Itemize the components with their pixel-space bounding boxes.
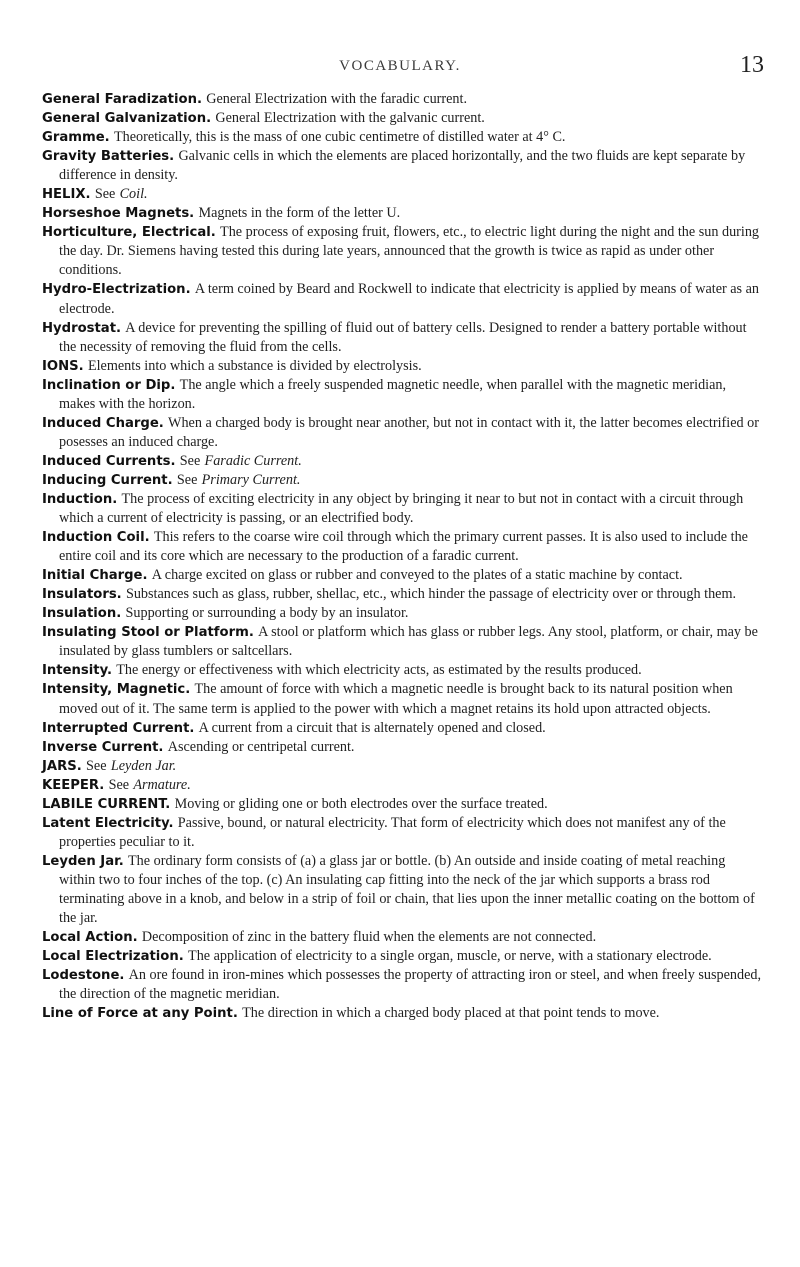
vocabulary-entry xyxy=(42,966,764,1004)
entry-term: Inclination or Dip. xyxy=(42,377,176,393)
entry-term: Induction Coil. xyxy=(42,530,150,546)
entry-term: General Galvanization. xyxy=(42,111,212,127)
vocabulary-entry xyxy=(42,566,764,585)
entry-definition: The direction in which a charged body placed at that point tends to move. xyxy=(242,1005,660,1022)
entry-definition: Ascending or centripetal current. xyxy=(167,738,355,755)
entry-cross-reference: Leyden Jar. xyxy=(110,757,177,774)
vocabulary-entry xyxy=(42,719,764,738)
entry-definition: A device for preventing the spilling of fluid out of battery cells. Designed to render a battery portable without the necessity of removing the fluid from the cells. xyxy=(59,319,747,355)
entry-term: JARS. xyxy=(42,758,82,774)
entry-term: General Faradization. xyxy=(42,92,202,107)
vocabulary-entry xyxy=(42,947,764,966)
entry-term: Intensity, Magnetic. xyxy=(42,682,191,698)
entry-term: Insulators. xyxy=(42,587,122,603)
entry-definition: Supporting or surrounding a body by an insulator. xyxy=(125,605,409,622)
vocabulary-entry xyxy=(42,623,764,661)
entry-definition: Moving or gliding one or both electrodes over the surface treated. xyxy=(174,795,548,812)
entry-definition: The amount of force with which a magnetic needle is brought back to its natural position when moved out of it. The same term is applied to the power with which a magnet retains its hold upon attracted objects. xyxy=(59,681,733,717)
vocabulary-entry xyxy=(42,223,764,280)
entry-term: Initial Charge. xyxy=(42,568,148,584)
entry-definition: A term coined by Beard and Rockwell to indicate that electricity is applied by means of water as an electrode. xyxy=(59,281,760,317)
entry-definition: Passive, bound, or natural electricity. That form of electricity which does not manifest any of the properties peculiar to it. xyxy=(59,814,726,850)
vocabulary-entry xyxy=(42,147,764,185)
entry-term: Interrupted Current. xyxy=(42,720,195,736)
entry-definition: The angle which a freely suspended magnetic needle, when parallel with the magnetic meridian, makes with the horizon. xyxy=(59,376,727,412)
entry-definition: A stool or platform which has glass or rubber legs. Any stool, platform, or chair, may be insulated by glass tumblers or saltcellars. xyxy=(59,624,758,660)
vocabulary-entry xyxy=(42,280,764,318)
entry-definition: Galvanic cells in which the elements are placed horizontally, and the two fluids are kept separate by difference in density. xyxy=(59,148,746,184)
vocabulary-entry xyxy=(42,204,764,223)
entry-term: Hydro-Electrization. xyxy=(42,282,191,298)
entry-term: Hydrostat. xyxy=(42,320,122,336)
vocabulary-entry xyxy=(42,414,764,452)
entry-term: Intensity. xyxy=(42,663,112,679)
entry-term: Latent Electricity. xyxy=(42,815,174,831)
page-number: 13 xyxy=(740,52,764,78)
entry-definition: Theoretically, this is the mass of one cubic centimetre of distilled water at 4° C. xyxy=(113,129,566,146)
entry-term: HELIX. xyxy=(42,187,91,203)
entry-cross-reference: Armature. xyxy=(133,776,191,793)
entry-term: Line of Force at any Point. xyxy=(42,1006,238,1022)
entry-definition: Substances such as glass, rubber, shellac, etc., which hinder the passage of electricity over or through them. xyxy=(125,586,737,603)
vocabulary-entry xyxy=(42,109,764,128)
vocabulary-entry xyxy=(42,319,764,357)
vocabulary-entry xyxy=(42,738,764,757)
entry-definition: The energy or effectiveness with which electricity acts, as estimated by the results produced. xyxy=(116,662,642,679)
entry-cross-reference: Primary Current. xyxy=(201,471,301,488)
entry-term: Inducing Current. xyxy=(42,472,173,488)
vocabulary-entry xyxy=(42,528,764,566)
entry-term: Local Action. xyxy=(42,930,138,946)
entry-term: Horseshoe Magnets. xyxy=(42,206,195,222)
vocabulary-entry xyxy=(42,852,764,928)
entry-term: Horticulture, Electrical. xyxy=(42,225,216,241)
entry-definition: The application of electricity to a single organ, muscle, or nerve, with a stationary electrode. xyxy=(188,948,712,965)
vocabulary-entry xyxy=(42,757,764,776)
vocabulary-entry xyxy=(42,585,764,604)
entry-definition: The process of exposing fruit, flowers, etc., to electric light during the night and the sun during the day. Dr. Siemens having tested this during late years, announced that the growth is twice as rapid as under other conditions. xyxy=(59,224,760,279)
vocabulary-entry xyxy=(42,680,764,718)
entry-definition: See xyxy=(94,186,116,203)
entry-term: LABILE CURRENT. xyxy=(42,796,171,812)
vocabulary-list xyxy=(42,90,764,1023)
entry-term: Induced Charge. xyxy=(42,415,164,431)
entry-definition: This refers to the coarse wire coil through which the primary current passes. It is also used to include the entire coil and its core which are necessary to the production of a faradic current. xyxy=(59,529,748,565)
vocabulary-entry xyxy=(42,128,764,147)
entry-definition: See xyxy=(108,776,130,793)
running-head xyxy=(0,52,800,82)
entry-definition: When a charged body is brought near another, but not in contact with it, the latter becomes electrified or posesses an induced charge. xyxy=(59,414,759,450)
entry-term: Insulation. xyxy=(42,606,122,622)
vocabulary-entry xyxy=(42,661,764,680)
vocabulary-entry xyxy=(42,357,764,376)
vocabulary-entry xyxy=(42,90,764,109)
entry-term: Gravity Batteries. xyxy=(42,149,175,165)
entry-term: Inverse Current. xyxy=(42,739,164,755)
entry-definition: General Electrization with the faradic current. xyxy=(206,91,467,107)
entry-term: Induced Currents. xyxy=(42,453,176,469)
vocabulary-entry xyxy=(42,776,764,795)
entry-definition: See xyxy=(86,757,107,774)
entry-definition: A current from a circuit that is alternately opened and closed. xyxy=(198,719,546,736)
entry-term: Leyden Jar. xyxy=(42,853,124,869)
vocabulary-entry xyxy=(42,376,764,414)
page-title: VOCABULARY. xyxy=(339,58,461,74)
entry-definition: General Electrization with the galvanic current. xyxy=(215,110,485,127)
vocabulary-entry xyxy=(42,928,764,947)
entry-term: Gramme. xyxy=(42,130,110,146)
entry-definition: See xyxy=(176,471,198,488)
entry-cross-reference: Coil. xyxy=(119,186,148,203)
entry-term: Insulating Stool or Platform. xyxy=(42,625,254,641)
vocabulary-entry xyxy=(42,795,764,814)
entry-term: IONS. xyxy=(42,358,84,374)
vocabulary-entry xyxy=(42,490,764,528)
entry-definition: The process of exciting electricity in any object by bringing it near to but not in contact with a circuit through which a current of electricity is passing, or an electrified body. xyxy=(59,490,744,527)
entry-definition: An ore found in iron-mines which possesses the property of attracting iron or steel, and when freely suspended, the direction of the magnetic meridian. xyxy=(59,967,762,1003)
entry-definition: A charge excited on glass or rubber and conveyed to the plates of a static machine by contact. xyxy=(151,567,683,584)
vocabulary-entry xyxy=(42,1004,764,1023)
vocabulary-entry xyxy=(42,471,764,490)
vocabulary-entry xyxy=(42,185,764,204)
vocabulary-entry xyxy=(42,604,764,623)
entry-definition: See xyxy=(179,452,201,469)
entry-definition: The ordinary form consists of (a) a glass jar or bottle. (b) An outside and inside coating of metal reaching within two to four inches of the top. (c) An insulating cap fitting into the neck of the jar which supports a brass rod terminating above in a knob, and below in a strip of foil or chain, that lies upon the inner metallic coating on the bottom of the jar. xyxy=(59,852,755,927)
vocabulary-entry xyxy=(42,452,764,471)
entry-term: Lodestone. xyxy=(42,968,125,984)
entry-definition: Elements into which a substance is divided by electrolysis. xyxy=(87,357,422,374)
entry-definition: Magnets in the form of the letter U. xyxy=(198,205,401,222)
entry-definition: Decomposition of zinc in the battery fluid when the elements are not connected. xyxy=(141,929,597,946)
entry-term: Local Electrization. xyxy=(42,949,184,965)
entry-cross-reference: Faradic Current. xyxy=(204,452,302,469)
entry-term: KEEPER. xyxy=(42,777,105,793)
entry-term: Induction. xyxy=(42,491,118,507)
vocabulary-entry xyxy=(42,814,764,852)
